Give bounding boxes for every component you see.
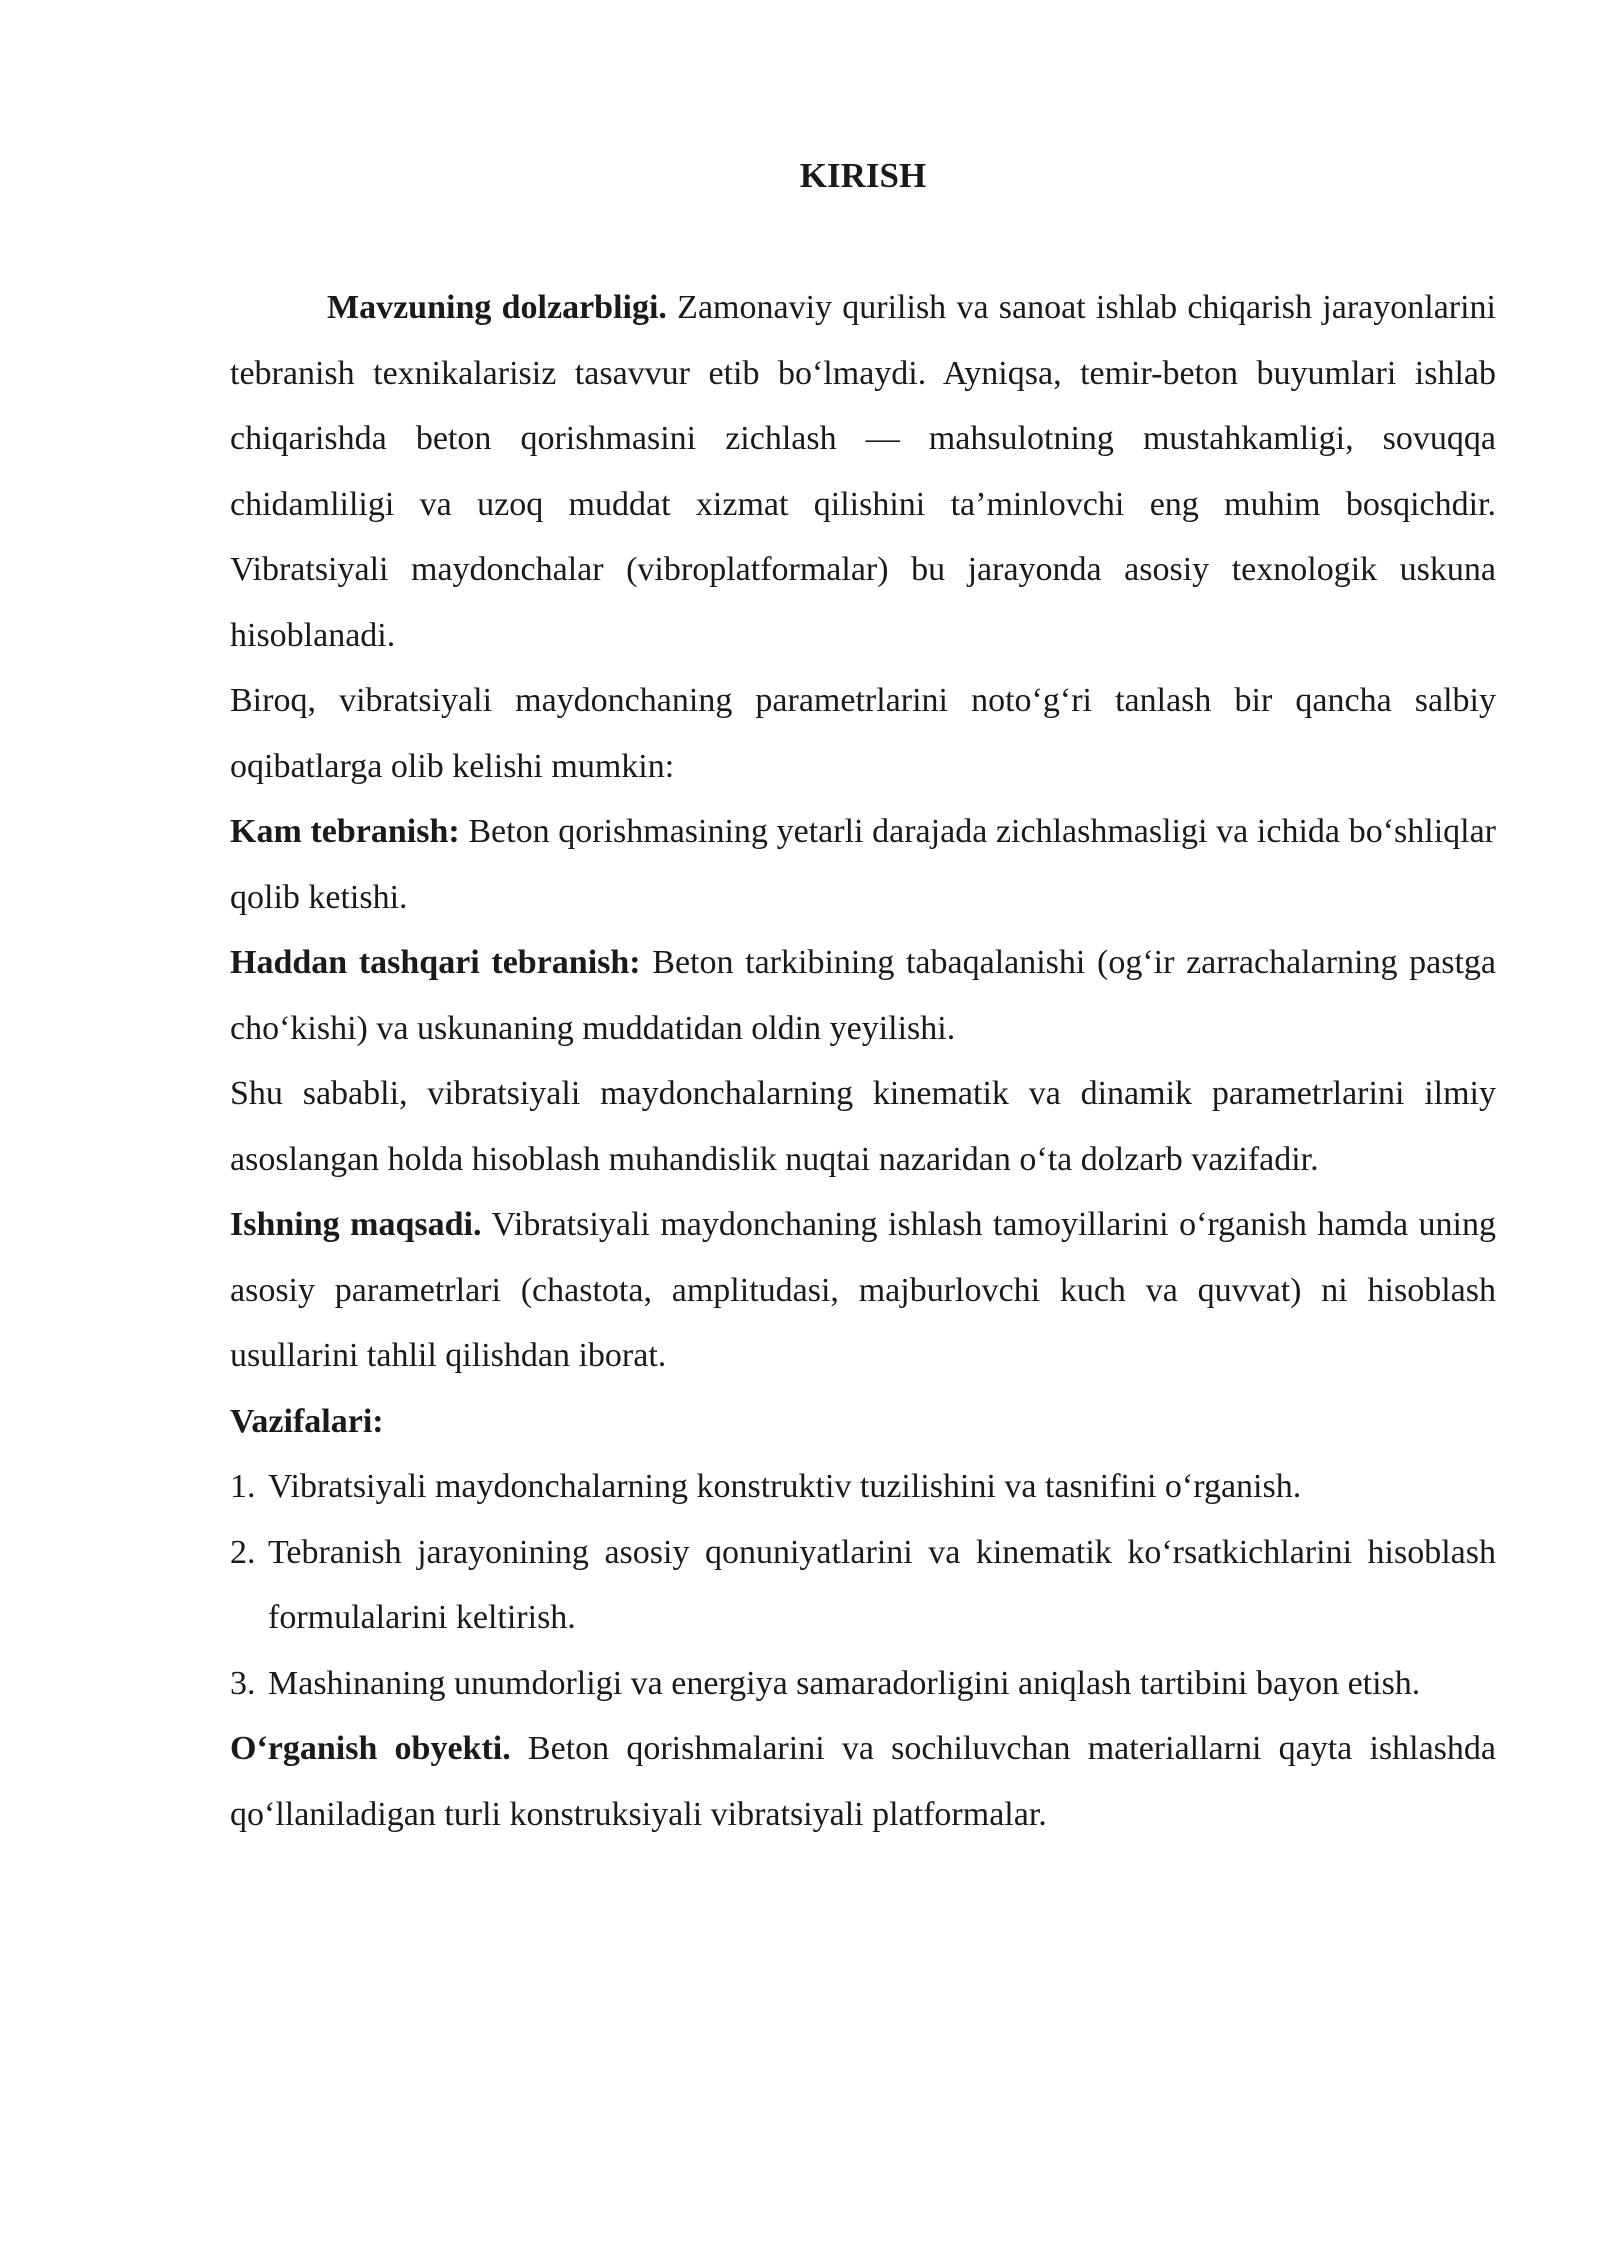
however-paragraph: Biroq, vibratsiyali maydonchaning parametrlarini noto‘g‘ri tanlash bir qancha salbiy oqibatlarga olib kelishi mumkin: <box>230 682 1496 785</box>
goal-paragraph <box>230 1192 1496 1389</box>
goal-label: Ishning maqsadi. <box>230 1206 482 1243</box>
excess-vibration-text: Beton tarkibining tabaqalanishi (og‘ir zarrachalarning pastga cho‘kishi) va uskunaning muddatidan oldin yeyilishi. <box>230 944 1496 1047</box>
relevance-label: Mavzuning dolzarbligi. <box>327 289 667 326</box>
tasks-list <box>230 1454 1496 1716</box>
therefore-paragraph: Shu sababli, vibratsiyali maydonchalarning kinematik va dinamik parametrlarini ilmiy asoslangan holda hisoblash muhandislik nuqtai nazaridan o‘ta dolzarb vazifadir. <box>230 1075 1496 1178</box>
excess-vibration-label: Haddan tashqari tebranish: <box>230 944 641 981</box>
list-item <box>230 1520 1496 1651</box>
page-title: KIRISH <box>799 156 927 195</box>
low-vibration-label: Kam tebranish: <box>230 813 460 850</box>
list-item-text: Vibratsiyali maydonchalarning konstruktiv tuzilishini va tasnifini o‘rganish. <box>268 1468 1302 1505</box>
list-item-number: 1. <box>230 1468 256 1505</box>
object-label: O‘rganish obyekti. <box>230 1730 511 1767</box>
object-paragraph <box>230 1716 1496 1847</box>
goal-text: Vibratsiyali maydonchaning ishlash tamoyillarini o‘rganish hamda uning asosiy parametrlari (chastota, amplitudasi, majburlovchi kuch va quvvat) ni hisoblash usullarini tahlil qilishdan iborat. <box>230 1206 1496 1374</box>
list-item-number: 3. <box>230 1664 256 1702</box>
low-vibration-text: Beton qorishmasining yetarli darajada zichlashmasligi va ichida bo‘shliqlar qolib ketishi. <box>230 813 1496 916</box>
list-item-number: 2. <box>230 1533 256 1571</box>
excess-vibration-paragraph <box>230 930 1496 1061</box>
document-body <box>230 275 1496 1847</box>
tasks-heading: Vazifalari: <box>230 1402 384 1440</box>
relevance-text: Zamonaviy qurilish va sanoat ishlab chiqarish jarayonlarini tebranish texnikalarisiz tasavvur etib bo‘lmaydi. Ayniqsa, temir-beton buyumlari ishlab chiqarishda beton qorishmasini zichlash — mahsulotning mustahkamligi, sovuqqa chidamliligi va uzoq muddat xizmat qilishini ta’minlovchi eng muhim bosqichdir. Vibratsiyali maydonchalar (vibroplatformalar) bu jarayonda asosiy texnologik uskuna hisoblanadi. <box>230 289 1496 654</box>
object-text: Beton qorishmalarini va sochiluvchan materiallarni qayta ishlashda qo‘llaniladigan turli konstruksiyali vibratsiyali platformalar. <box>230 1730 1496 1833</box>
list-item <box>230 1651 1496 1717</box>
list-item-text: Mashinaning unumdorligi va energiya samaradorligini aniqlash tartibini bayon etish. <box>268 1664 1421 1702</box>
list-item-text: Tebranish jarayonining asosiy qonuniyatlarini va kinematik ko‘rsatkichlarini hisoblash formulalarini keltirish. <box>268 1533 1496 1636</box>
list-item <box>230 1454 1496 1520</box>
tasks-heading-paragraph <box>230 1389 1496 1455</box>
low-vibration-paragraph <box>230 799 1496 930</box>
relevance-paragraph <box>230 275 1496 668</box>
